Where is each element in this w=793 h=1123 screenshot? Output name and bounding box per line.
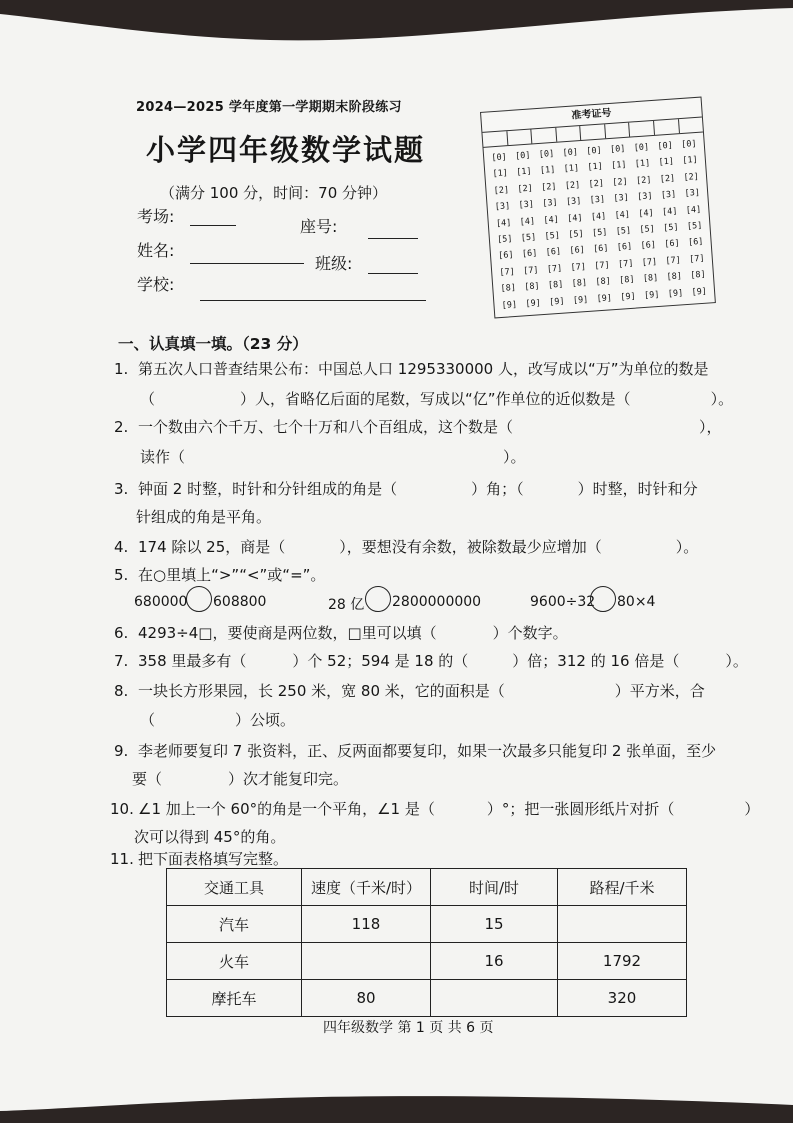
digit-bubble[interactable]: [6] [640,240,657,252]
exam-title: 小学四年级数学试题 [146,133,426,167]
digit-bubble[interactable]: [2] [540,181,557,193]
digit-bubble[interactable]: [4] [495,217,512,229]
digit-bubble[interactable]: [9] [667,287,684,299]
digit-bubble[interactable]: [1] [539,165,556,177]
digit-bubble[interactable]: [7] [688,253,705,265]
digit-bubble[interactable]: [7] [570,261,587,273]
digit-bubble[interactable]: [8] [547,279,564,291]
digit-bubble[interactable]: [0] [680,138,697,151]
digit-bubble[interactable]: [9] [691,286,708,298]
question-8-line-2: （ ）公顷。 [140,711,296,729]
digit-bubble[interactable]: [7] [499,266,516,278]
digit-bubble[interactable]: [8] [595,276,612,288]
section-title: 一、认真填一填。（23 分） [118,335,308,353]
digit-bubble[interactable]: [8] [571,278,588,290]
digit-bubble[interactable]: [7] [641,256,658,268]
digit-bubble[interactable]: [1] [587,161,604,174]
digit-bubble[interactable]: [3] [660,189,677,201]
question-1-line-2: （ ）人，省略亿后面的尾数，写成以“亿”作单位的近似数是（ ）。 [140,390,734,408]
digit-bubble[interactable]: [3] [636,191,653,203]
school-label: 学校: [137,275,175,294]
name-field[interactable] [190,263,304,264]
question-3-line-2: 针组成的角是平角。 [136,508,272,526]
table-header-cell: 交通工具 [167,869,302,906]
digit-bubble[interactable]: [4] [685,204,702,216]
digit-bubble[interactable]: [0] [538,148,555,160]
class-label: 班级: [315,254,353,273]
digit-bubble[interactable]: [3] [541,197,559,210]
digit-bubble[interactable]: [8] [523,281,541,293]
table-cell: 15 [431,906,558,943]
digit-bubble[interactable]: [2] [564,179,581,192]
compare-circle-1[interactable] [186,586,212,612]
digit-bubble[interactable]: [8] [690,269,707,281]
digit-bubble[interactable]: [0] [657,140,674,152]
question-9: 9. 李老师要复印 7 张资料，正、反两面都要复印，如果一次最多只能复印 2 张单面，至少 [114,742,717,760]
table-cell: 1792 [558,943,687,980]
digit-bubble[interactable]: [3] [518,199,535,211]
digit-bubble[interactable]: [0] [491,152,508,164]
question-1: 1. 第五次人口普查结果公布：中国总人口 1295330000 人，改写成以“万”为单位的数是 [114,360,709,378]
digit-bubble[interactable]: [9] [620,291,637,303]
admission-number-title: 准考证号 [481,98,702,133]
digit-bubble[interactable]: [1] [658,156,675,169]
table-cell: 118 [302,906,431,943]
admission-number-grid [480,97,716,319]
digit-bubble[interactable]: [1] [634,158,651,170]
digit-bubble[interactable]: [6] [497,250,514,262]
digit-bubble[interactable]: [7] [546,263,563,275]
table-row [167,980,687,1017]
school-field[interactable] [200,300,426,301]
digit-bubble[interactable]: [7] [665,255,682,267]
digit-bubble[interactable]: [4] [638,207,655,219]
compare-circle-2[interactable] [365,586,391,612]
compare-circle-3[interactable] [590,586,616,612]
compare-3-right: 80×4 [617,594,656,610]
digit-bubble[interactable]: [0] [586,145,603,157]
digit-bubble[interactable]: [1] [610,160,627,172]
digit-bubble[interactable]: [7] [594,260,611,272]
digit-bubble[interactable]: [4] [519,215,536,228]
digit-bubble[interactable]: [6] [616,242,633,254]
digit-bubble[interactable]: [2] [612,176,629,188]
question-11: 11. 把下面表格填写完整。 [110,850,289,868]
digit-bubble[interactable]: [3] [613,193,630,205]
digit-bubble[interactable]: [4] [590,211,607,223]
digit-bubble[interactable]: [3] [565,196,582,208]
digit-bubble[interactable]: [2] [588,178,605,190]
digit-bubble[interactable]: [2] [635,175,652,187]
digit-bubble[interactable]: [9] [501,299,518,311]
digit-bubble[interactable]: [3] [494,201,511,213]
digit-bubble[interactable]: [1] [515,166,532,178]
compare-2-left: 28 亿 [328,597,365,613]
digit-bubble[interactable]: [6] [664,238,681,250]
digit-bubble[interactable]: [4] [614,209,631,221]
digit-bubble[interactable]: [5] [567,229,585,241]
question-2: 2. 一个数由六个千万、七个十万和八个百组成，这个数是（ ）， [114,418,722,436]
question-6: 6. 4293÷4□，要使商是两位数，□里可以填（ ）个数字。 [114,624,568,642]
table-header-cell: 速度（千米/时） [302,869,431,906]
page-top-edge [0,0,793,46]
class-field[interactable] [368,273,418,274]
digit-bubble[interactable]: [2] [683,171,700,183]
transport-table [166,868,687,1017]
digit-bubble[interactable]: [9] [572,294,589,306]
table-cell: 320 [558,980,687,1017]
seat-label: 座号: [300,217,338,236]
digit-bubble[interactable]: [8] [618,274,635,286]
digit-bubble[interactable]: [8] [642,273,659,285]
question-9-line-2: 要（ ）次才能复印完。 [132,770,349,788]
digit-bubble[interactable]: [5] [615,225,632,237]
digit-bubble[interactable]: [5] [639,224,656,236]
digit-bubble[interactable]: [2] [493,184,510,197]
digit-bubble[interactable]: [0] [609,143,626,156]
name-label: 姓名: [137,241,175,260]
exam-room-label: 考场: [137,207,175,226]
table-header-row [167,869,687,906]
digit-bubble[interactable]: [6] [521,248,538,260]
digit-bubble[interactable]: [4] [566,212,583,224]
digit-bubble[interactable]: [7] [522,265,539,277]
table-header-cell: 路程/千米 [558,869,687,906]
digit-bubble[interactable]: [0] [514,150,531,162]
digit-bubble[interactable]: [0] [562,147,579,159]
digit-bubble[interactable]: [5] [496,234,513,246]
compare-2-right: 2800000000 [392,594,482,610]
digit-bubble[interactable]: [4] [543,214,560,226]
question-4: 4. 174 除以 25，商是（ ），要想没有余数，被除数最少应增加（ ）。 [114,538,699,556]
digit-bubble[interactable]: [6] [592,243,609,255]
digit-bubble[interactable]: [6] [569,245,586,257]
question-3: 3. 钟面 2 时整，时针和分针组成的角是（ ）角；（ ）时整，时针和分 [114,480,698,498]
digit-bubble[interactable]: [9] [548,296,565,308]
table-cell: 汽车 [167,906,302,943]
digit-bubble[interactable]: [9] [525,297,542,309]
digit-bubble[interactable]: [5] [591,227,608,239]
question-8: 8. 一块长方形果园，长 250 米，宽 80 米，它的面积是（ ）平方米，合 [114,682,705,700]
bubble-columns [484,132,715,314]
digit-bubble[interactable]: [9] [596,292,613,304]
digit-bubble[interactable]: [5] [520,232,537,244]
exam-room-field[interactable] [190,225,236,226]
table-answer-cell[interactable] [558,906,687,943]
digit-bubble[interactable]: [5] [662,222,679,234]
question-10-line-2: 次可以得到 45°的角。 [134,828,286,846]
digit-bubble[interactable]: [1] [563,163,580,175]
school-year-line: 2024—2025 学年度第一学期期末阶段练习 [136,100,402,115]
digit-bubble[interactable]: [7] [617,258,634,270]
question-2-line-2: 读作（ ）。 [140,448,526,466]
compare-1-right: 608800 [213,594,267,610]
question-5: 5. 在○里填上“>”“<”或“=”。 [114,566,326,584]
question-10: 10. ∠1 加上一个 60°的角是一个平角，∠1 是（ ）°；把一张圆形纸片对折（ ） [110,800,760,818]
table-header-cell: 时间/时 [431,869,558,906]
digit-bubble[interactable]: [8] [500,283,517,295]
digit-bubble[interactable]: [3] [684,188,701,200]
compare-1-left: 680000 [134,594,188,610]
page-footer: 四年级数学 第 1 页 共 6 页 [323,1020,494,1036]
digit-bubble[interactable]: [8] [666,271,683,283]
digit-bubble[interactable]: [1] [492,168,509,180]
digit-bubble[interactable]: [4] [661,206,678,218]
digit-bubble[interactable]: [0] [633,142,650,154]
page-bottom-edge [0,1087,793,1123]
exam-subtitle: （满分 100 分，时间：70 分钟） [160,184,388,202]
digit-bubble[interactable]: [6] [687,237,704,249]
seat-field[interactable] [368,238,418,239]
digit-bubble[interactable]: [3] [589,194,606,206]
digit-bubble[interactable]: [6] [545,247,562,259]
digit-bubble[interactable]: [5] [544,230,561,242]
compare-3-left: 9600÷32 [530,594,596,610]
table-answer-cell[interactable] [431,980,558,1017]
table-row [167,943,687,980]
table-answer-cell[interactable] [302,943,431,980]
digit-bubble[interactable]: [2] [659,173,676,185]
digit-bubble[interactable]: [9] [643,289,660,301]
question-7: 7. 358 里最多有（ ）个 52；594 是 18 的（ ）倍；312 的 16 倍是（ ）。 [114,652,748,670]
digit-bubble[interactable]: [5] [686,220,703,232]
table-cell: 16 [431,943,558,980]
table-cell: 80 [302,980,431,1017]
table-cell: 摩托车 [167,980,302,1017]
table-cell: 火车 [167,943,302,980]
digit-bubble[interactable]: [1] [682,155,699,167]
digit-bubble[interactable]: [2] [517,183,534,195]
table-row [167,906,687,943]
